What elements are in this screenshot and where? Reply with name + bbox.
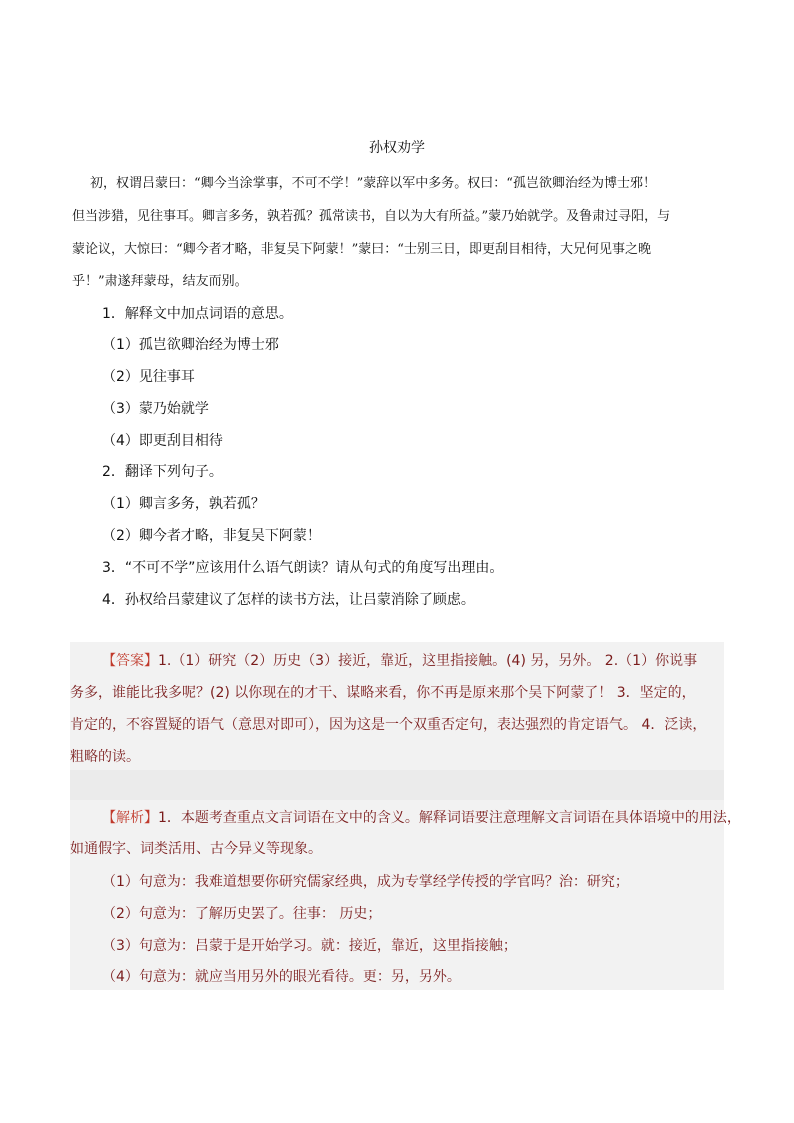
question-4: 4．孙权给吕蒙建议了怎样的读书方法，让吕蒙消除了顾虑。	[102, 592, 475, 608]
analysis-line: 如通假字、词类活用、古今异义等现象。	[70, 841, 322, 857]
answer-line: 粗略的读。	[70, 749, 140, 765]
answer-tag: 【答案】	[102, 653, 158, 669]
analysis-line: （2）句意为：了解历史罢了。往事： 历史；	[102, 906, 382, 922]
answer-text: 1.（1）研究（2）历史（3）接近，靠近，这里指接触。(4) 另，另外。 2.（1）你说事	[158, 653, 698, 669]
passage-line-3: 蒙论议，大惊曰：“卿今者才略，非复吴下阿蒙！”蒙曰：“士别三日，即更刮目相待，大兄何见事之晚	[72, 242, 651, 257]
question-2-item: （2）卿今者才略，非复吴下阿蒙！	[102, 528, 321, 544]
passage-title: 孙权劝学	[369, 140, 425, 156]
passage-line-2: 但当涉猎，见往事耳。卿言多务，孰若孤？孤常读书，自以为大有所益。”蒙乃始就学。及鲁肃过寻阳，与	[72, 209, 671, 224]
analysis-tag: 【解析】	[102, 810, 158, 826]
question-1-item: （2）见往事耳	[102, 369, 195, 385]
question-2-item: （1）卿言多务，孰若孤？	[102, 496, 265, 512]
question-3: 3．“不可不学”应该用什么语气朗读？请从句式的角度写出理由。	[102, 560, 504, 576]
box-gap	[70, 770, 724, 800]
answer-line: 肯定的，不容置疑的语气（意思对即可），因为这是一个双重否定句，表达强烈的肯定语气。 4．泛读，	[70, 717, 707, 733]
question-1-item: （1）孤岂欲卿治经为博士邪	[102, 337, 279, 353]
analysis-line: （4）句意为：就应当用另外的眼光看待。更：另，另外。	[102, 969, 461, 985]
analysis-line: （3）句意为：吕蒙于是开始学习。就：接近，靠近，这里指接触；	[102, 938, 517, 954]
question-2: 2．翻译下列句子。	[102, 464, 223, 480]
analysis-line	[102, 807, 741, 827]
analysis-line: （1）句意为：我难道想要你研究儒家经典，成为专掌经学传授的学官吗？治：研究；	[102, 874, 629, 890]
answer-line	[102, 650, 724, 670]
question-1: 1．解释文中加点词语的意思。	[102, 306, 293, 322]
answer-line: 务多，谁能比我多呢？(2) 以你现在的才干、谋略来看，你不再是原来那个吴下阿蒙了！ 3．坚定的，	[70, 685, 696, 701]
question-1-item: （3）蒙乃始就学	[102, 401, 209, 417]
passage-line-1: 初，权谓吕蒙曰：“卿今当涂掌事，不可不学！”蒙辞以军中多务。权曰：“孤岂欲卿治经为博士邪！	[90, 176, 656, 191]
analysis-text: 1．本题考查重点文言词语在文中的含义。解释词语要注意理解文言词语在具体语境中的用法，	[158, 810, 741, 826]
passage-line-4: 乎！”肃遂拜蒙母，结友而别。	[72, 274, 248, 289]
question-1-item: （4）即更刮目相待	[102, 433, 223, 449]
answer-box	[70, 642, 724, 770]
analysis-box	[70, 800, 741, 990]
